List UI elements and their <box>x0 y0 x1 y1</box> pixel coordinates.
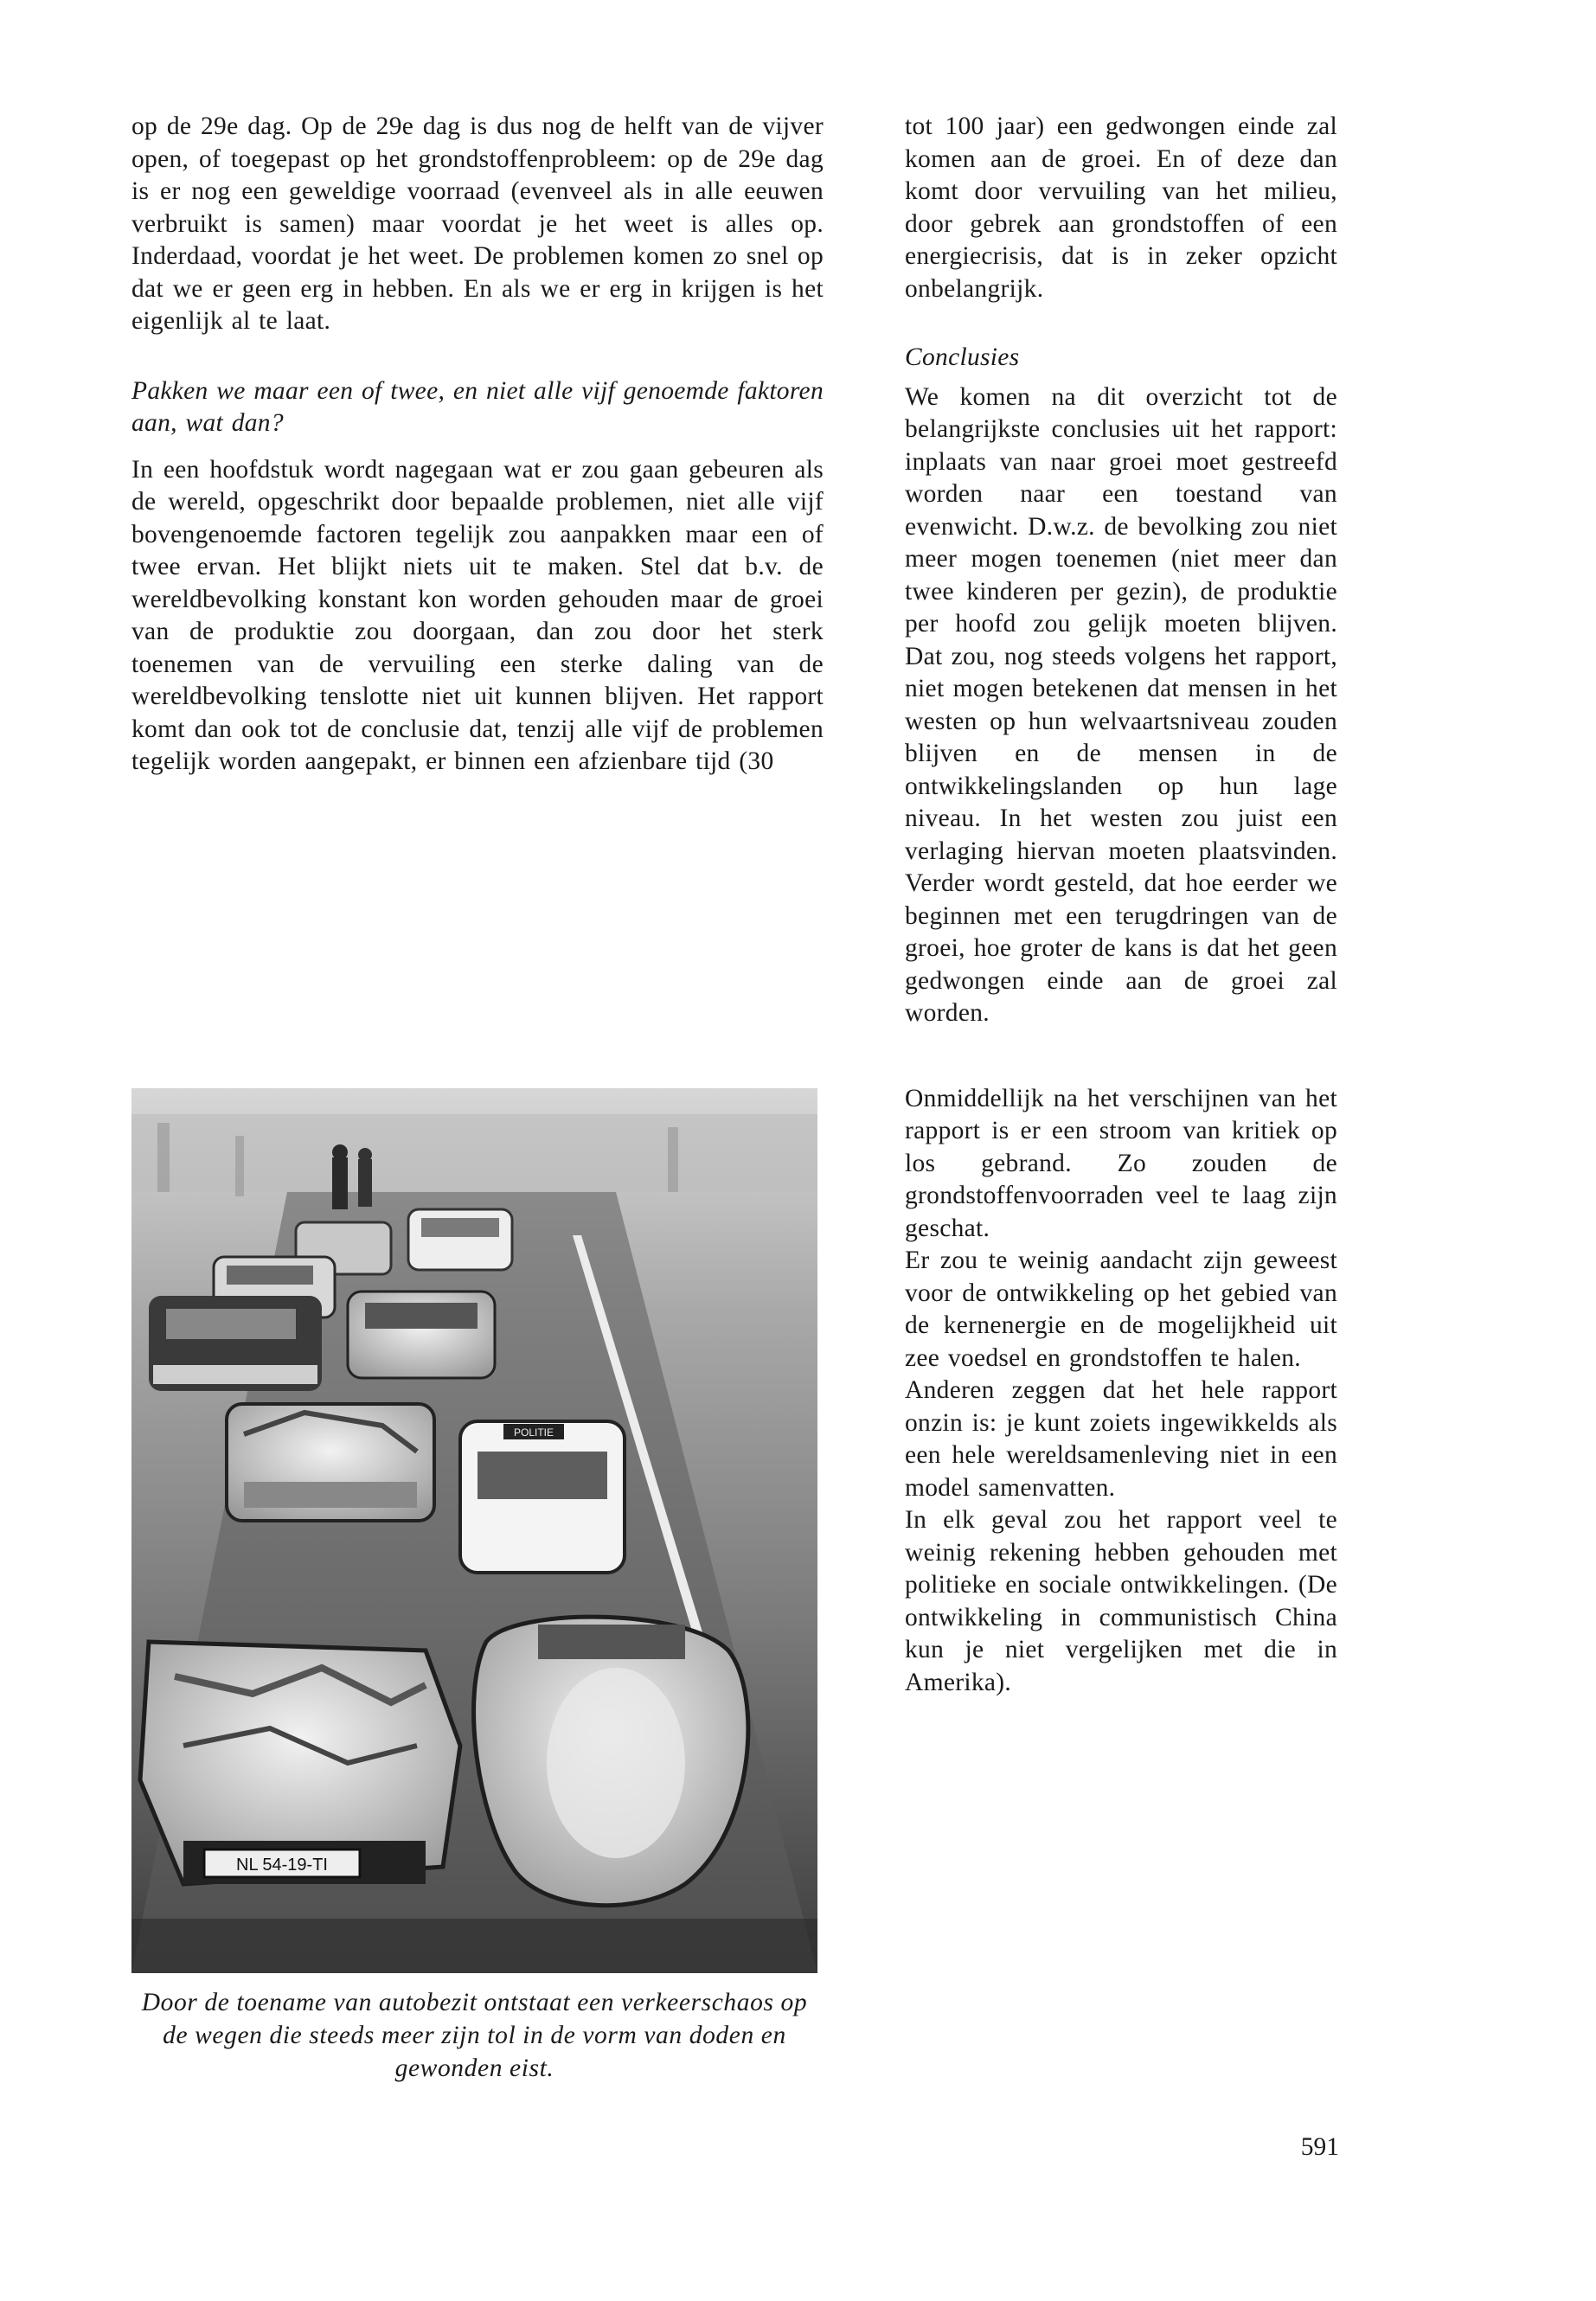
traffic-accident-photo <box>131 1088 817 1973</box>
right-paragraph-3: Onmiddellijk na het verschijnen van het rapport is er een stroom van kritiek op los gebrand. Zo zouden de grondstoffenvoorraden veel te laag zijn geschat. <box>905 1084 1337 1242</box>
right-column <box>905 111 1337 1699</box>
police-sign: POLITIE <box>513 1426 554 1439</box>
right-paragraph-6: In elk geval zou het rapport veel te weinig rekening hebben gehouden met politieke en sociale ontwikkelingen. (De ontwikkeling in communistisch China kun je niet vergelijken met die in Amerika). <box>905 1506 1337 1696</box>
question-heading: Pakken we maar een of twee, en niet alle vijf genoemde faktoren aan, wat dan? <box>131 376 824 437</box>
right-paragraph-1: tot 100 jaar) een gedwongen einde zal komen aan de groei. En of deze dan komt door vervuiling van het milieu, door gebrek aan grondstoffen of een energiecrisis, dat is in zeker opzicht onbelangrijk. <box>905 112 1337 303</box>
left-paragraph-2: In een hoofdstuk wordt nagegaan wat er zou gaan gebeuren als de wereld, opgeschrikt door bepaalde problemen, niet alle vijf bovengenoemde factoren tegelijk zou aanpakken maar een of twee ervan. Het blijkt niets uit te maken. Stel dat b.v. de wereldbevolking konstant kon worden gehouden maar de groei van de produktie zou doorgaan, dan zou door het sterk toenemen van de vervuiling een sterke daling van de wereldbevolking tenslotte niet uit kunnen blijven. Het rapport komt dan ook tot de conclusie dat, tenzij alle vijf de problemen tegelijk worden aangepakt, er binnen een afzienbare tijd (30 <box>131 455 824 775</box>
right-paragraph-5: Anderen zeggen dat het hele rapport onzin is: je kunt zoiets ingewikkelds als een hele wereldsamenleving niet in een model samenvatten. <box>905 1376 1337 1502</box>
right-paragraph-4: Er zou te weinig aandacht zijn geweest voor de ontwikkeling op het gebied van de kernenergie en de mogelijkheid uit zee voedsel en grondstoffen te halen. <box>905 1247 1337 1372</box>
person <box>332 1157 348 1209</box>
page-number: 591 <box>1300 2133 1339 2161</box>
photo-caption: Door de toename van autobezit ontstaat een verkeerschaos op de wegen die steeds meer zijn tol in de vorm van doden en gewonden eist. <box>141 1989 808 2082</box>
left-column <box>131 111 824 779</box>
person <box>358 1159 372 1207</box>
left-paragraph-1: op de 29e dag. Op de 29e dag is dus nog de helft van de vijver open, of toegepast op het grondstoffenprobleem: op de 29e dag is er nog een geweldige voorraad (evenveel als in alle eeuwen verbruikt is samen) maar voordat je het weet is alles op. Inderdaad, voordat je het weet. De problemen komen zo snel op dat we er geen erg in hebben. En als we er erg in krijgen is het eigenlijk al te laat. <box>131 112 824 335</box>
right-paragraph-2: We komen na dit overzicht tot de belangrijkste conclusies uit het rapport: inplaats van naar groei moet gestreefd worden naar een toestand van evenwicht. D.w.z. de bevolking zou niet meer mogen toenemen (niet meer dan twee kinderen per gezin), de produktie per hoofd zou gelijk moeten blijven. Dat zou, nog steeds volgens het rapport, niet mogen betekenen dat mensen in het westen op hun welvaartsniveau zouden blijven en de mensen in de ontwikkelingslanden op hun lage niveau. In het westen zou juist een verlaging hiervan moeten plaatsvinden. Verder wordt gesteld, dat hoe eerder we beginnen met een terugdringen van de groei, hoe groter de kans is dat het geen gedwongen einde aan de groei zal worden. <box>905 382 1337 1027</box>
license-plate-text: NL 54-19-TI <box>236 1856 328 1875</box>
conclusions-heading: Conclusies <box>905 343 1020 371</box>
